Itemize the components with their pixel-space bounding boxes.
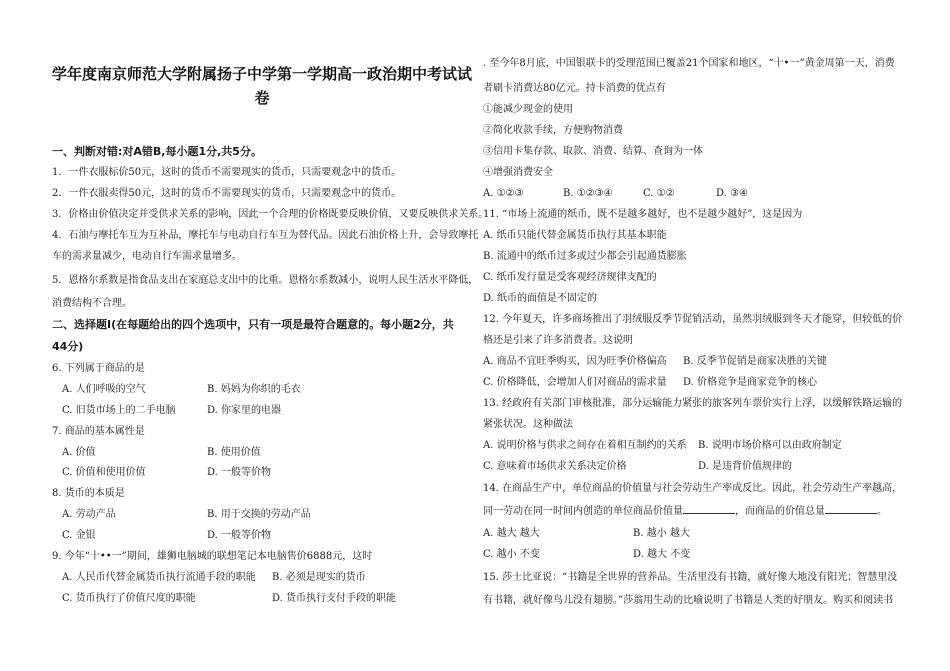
q10-statement-1: ①能减少现金的使用 — [483, 104, 573, 115]
question-14-line1: 14. 在商品生产中，单位商品的价值量与社会劳动生产率成反比。因此，社会劳动生产率越高， — [483, 483, 903, 494]
question-13-line2: 紧张状况。这种做法 — [483, 419, 573, 430]
q13-option-b: B. 说明市场价格可以由政府制定 — [698, 440, 842, 451]
q6-option-c: C. 旧货市场上的二手电脑 — [62, 405, 176, 416]
question-14-line2 — [483, 503, 887, 519]
q14-option-b: B. 越小 越大 — [633, 528, 690, 539]
section-heading-choice: 二、选择题Ⅰ(在每题给出的四个选项中，只有一项是最符合题意的。每小题2分，共 — [52, 318, 454, 331]
q14-option-a: A. 越大 越大 — [483, 528, 540, 539]
q10-option-b: B. ①②③④ — [563, 188, 613, 199]
q6-option-a: A. 人们呼吸的空气 — [62, 384, 146, 395]
question-7: 7. 商品的基本属性是 — [52, 426, 145, 437]
q10-statement-2: ②简化收款手续，方便购物消费 — [483, 125, 623, 136]
question-15-line2: 有书籍，就好像鸟儿没有翅膀。”莎翁用生动的比喻说明了书籍是人类的好朋友。购买和阅读书 — [483, 595, 894, 606]
question-10-line1: . 至今年8月底，中国银联卡的受理范围已覆盖21个国家和地区，“十•一”黄金周第一天，消费 — [483, 58, 895, 69]
q12-option-d: D. 价格竞争是商家竞争的核心 — [683, 377, 818, 388]
q14-text-part1: 同一劳动在同一时间内创造的单位商品价值量 — [483, 506, 683, 517]
exam-title-line2: 卷 — [254, 89, 270, 107]
q10-option-a: A. ①②③ — [483, 188, 524, 199]
q7-option-d: D. 一般等价物 — [207, 467, 272, 478]
q12-option-a: A. 商品不宜旺季购买，因为旺季价格偏高 — [483, 356, 667, 367]
q9-option-d: D. 货币执行支付手段的职能 — [272, 593, 397, 604]
question-12-line2: 格还是引来了许多消费者。这说明 — [483, 335, 633, 346]
q14-text-part2: ，而商品的价值总量 — [735, 506, 825, 517]
q8-option-c: C. 金银 — [62, 530, 96, 541]
q14-answer-blank-2 — [825, 503, 877, 514]
q14-option-c: C. 越小 不变 — [483, 549, 540, 560]
q13-option-d: D. 是违背价值规律的 — [698, 461, 793, 472]
q8-option-d: D. 一般等价物 — [207, 530, 272, 541]
q10-option-c: C. ①② — [643, 188, 675, 199]
q8-option-b: B. 用于交换的劳动产品 — [207, 509, 311, 520]
section-heading-judgement: 一、判断对错:对A错B,每小题1分,共5分。 — [52, 145, 262, 158]
exam-title-line1: 学年度南京师范大学附属扬子中学第一学期高一政治期中考试试 — [52, 65, 473, 83]
judgement-5-line2: 消费结构不合理。 — [52, 298, 132, 309]
q13-option-a: A. 说明价格与供求之间存在着相互制约的关系 — [483, 440, 687, 451]
judgement-2: 2．一件衣服卖得50元，这时的货币不需要现实的货币，只需要观念中的货币。 — [52, 188, 402, 199]
q7-option-a: A. 价值 — [62, 447, 96, 458]
q10-statement-3: ③信用卡集存款、取款、消费、结算、查询为一体 — [483, 146, 703, 157]
q6-option-b: B. 妈妈为你织的毛衣 — [207, 384, 301, 395]
q7-option-c: C. 价值和使用价值 — [62, 467, 146, 478]
q6-option-d: D. 你家里的电器 — [207, 405, 282, 416]
section-heading-choice-line2: 44分) — [52, 340, 84, 353]
judgement-3: 3．价格由价值决定并受供求关系的影响，因此一个合理的价格既要反映价值，又要反映供求关系。 — [52, 209, 489, 220]
q11-option-d: D. 纸币的面值是不固定的 — [483, 293, 598, 304]
question-11: 11. “市场上流通的纸币，既不是越多越好，也不是越少越好”，这是因为 — [483, 209, 803, 220]
q10-statement-4: ④增强消费安全 — [483, 167, 553, 178]
q12-option-b: B. 反季节促销是商家决胜的关键 — [683, 356, 827, 367]
question-10-line2: 者刷卡消费达80亿元。持卡消费的优点有 — [483, 83, 666, 94]
q9-option-b: B. 必须是现实的货币 — [272, 572, 366, 583]
q9-option-c: C. 货币执行了价值尺度的职能 — [62, 593, 196, 604]
question-12-line1: 12. 今年夏天，许多商场推出了羽绒服反季节促销活动，虽然羽绒服到冬天才能穿，但较低的价 — [483, 314, 903, 325]
question-13-line1: 13. 经政府有关部门审核批准，部分运输能力紧张的旅客列车票价实行上浮，以缓解铁路运输的 — [483, 398, 903, 409]
judgement-1: 1．一件衣服标价50元，这时的货币不需要现实的货币，只需要观念中的货币。 — [52, 167, 402, 178]
q8-option-a: A. 劳动产品 — [62, 509, 116, 520]
judgement-4-line2: 车的需求量减少，电动自行车需求量增多。 — [52, 251, 242, 262]
q9-option-a: A. 人民币代替金属货币执行流通手段的职能 — [62, 572, 256, 583]
q12-option-c: C. 价格降低，会增加人们对商品的需求量 — [483, 377, 667, 388]
q11-option-b: B. 流通中的纸币过多或过少都会引起通货膨胀 — [483, 251, 687, 262]
question-8: 8. 货币的本质是 — [52, 488, 125, 499]
q14-text-part3: 。 — [877, 506, 887, 517]
q14-option-d: D. 越大 不变 — [633, 549, 691, 560]
exam-title — [52, 62, 472, 110]
q14-answer-blank-1 — [683, 503, 735, 514]
q10-option-d: D. ③④ — [716, 188, 748, 199]
q11-option-c: C. 纸币发行量是受客观经济规律支配的 — [483, 272, 657, 283]
question-15-line1: 15. 莎士比亚说：“书籍是全世界的营养品。生活里没有书籍，就好像大地没有阳光；智慧里没 — [483, 572, 898, 583]
judgement-4-line1: 4．石油与摩托车互为互补品，摩托车与电动自行车互为替代品。因此石油价格上升，会导致摩托 — [52, 230, 479, 241]
q7-option-b: B. 使用价值 — [207, 447, 261, 458]
q13-option-c: C. 意味着市场供求关系决定价格 — [483, 461, 627, 472]
q11-option-a: A. 纸币只能代替金属货币执行其基本职能 — [483, 230, 667, 241]
question-9: 9. 今年“十••一”期间，雄狮电脑城的联想笔记本电脑售价6888元，这时 — [52, 551, 373, 562]
judgement-5-line1: 5．恩格尔系数是指食品支出在家庭总支出中的比重。恩格尔系数减小，说明人民生活水平降低， — [52, 275, 479, 286]
question-6: 6. 下列属于商品的是 — [52, 363, 145, 374]
